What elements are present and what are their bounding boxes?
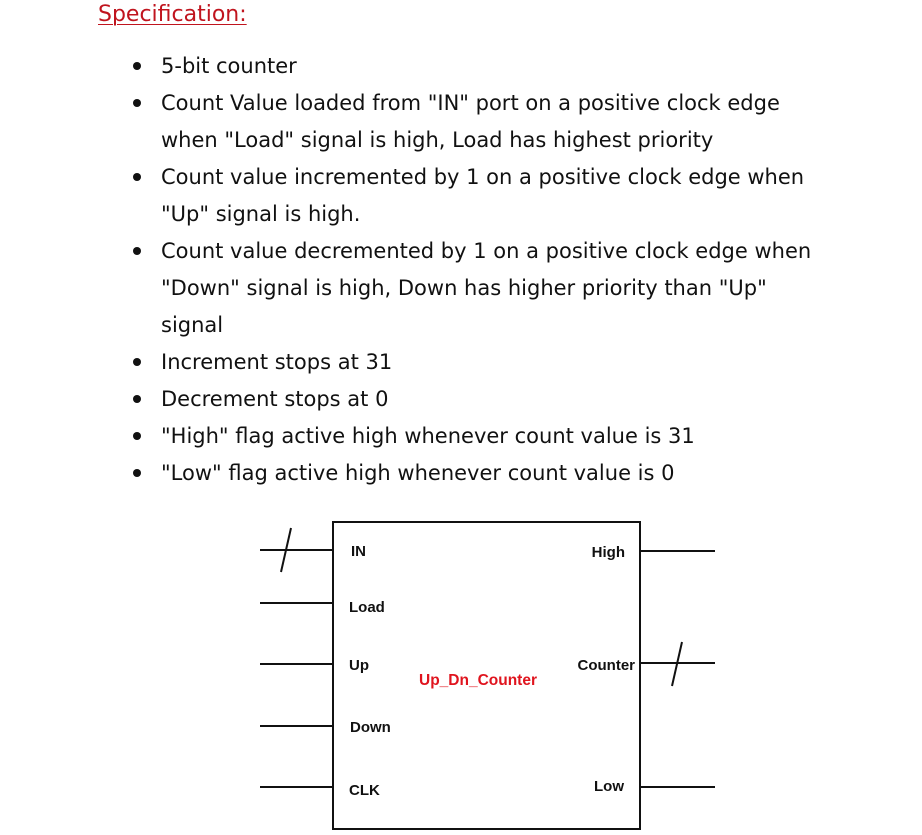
block-name-label: Up_Dn_Counter: [419, 672, 537, 689]
spec-item-text: "Low" flag active high whenever count value is 0: [161, 461, 675, 485]
input-label-load: Load: [349, 599, 385, 616]
output-label-low: Low: [594, 778, 624, 795]
spec-item-text: 5-bit counter: [161, 54, 297, 78]
spec-item-text: "High" flag active high whenever count value is 31: [161, 424, 695, 448]
output-label-high: High: [591, 544, 625, 561]
spec-item-text: Increment stops at 31: [161, 350, 393, 374]
output-label-counter: Counter: [577, 657, 635, 674]
input-label-down: Down: [350, 719, 391, 736]
input-label-up: Up: [349, 657, 369, 674]
input-label-in: IN: [351, 543, 366, 560]
page-heading: Specification:: [98, 2, 247, 27]
spec-item-text: Count Value loaded from "IN" port on a positive clock edge when "Load" signal is high, Load has highest priority: [161, 91, 780, 152]
spec-item-text: Count value incremented by 1 on a positive clock edge when "Up" signal is high.: [161, 165, 805, 226]
spec-item-text: Count value decremented by 1 on a positive clock edge when "Down" signal is high, Down has higher priority than "Up" signal: [161, 239, 812, 337]
spec-item-text: Decrement stops at 0: [161, 387, 389, 411]
input-label-clk: CLK: [349, 782, 380, 799]
